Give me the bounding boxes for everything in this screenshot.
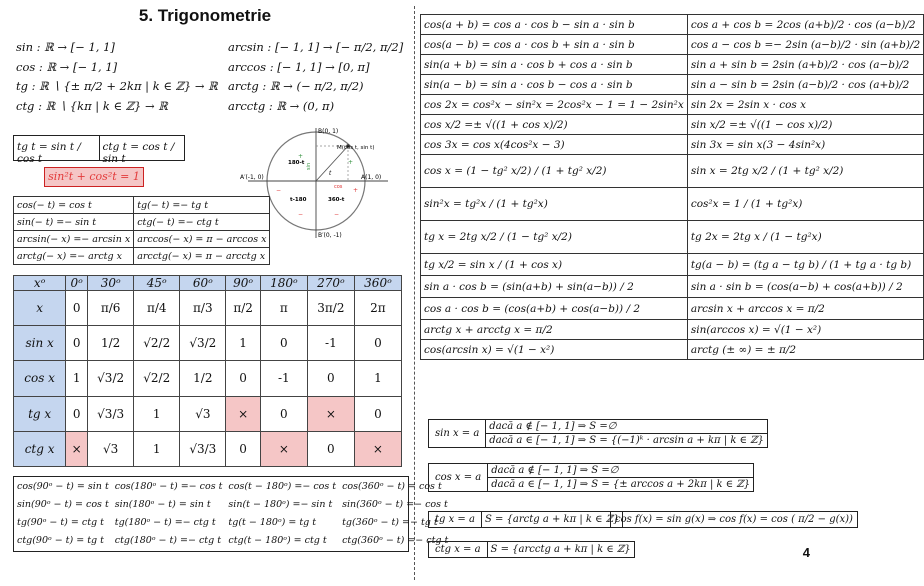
ctg-definition: ctg t = cos t / sin t [102,141,175,165]
parity-identity: sin(− t) =− sin t [14,214,134,231]
reduction-row [14,477,451,495]
parity-identity: cos(− t) = cos t [14,197,134,214]
identity-formula: sin(arccos x) = √(1 − x²) [687,320,923,340]
values-cell: π/2 [226,291,260,326]
values-row-label: tg x [14,396,66,431]
label-180-t: 180-t [288,160,305,166]
values-cell: × [66,431,88,466]
values-cell: -1 [260,361,307,396]
identity-row [421,55,924,75]
values-cell: 1 [134,431,180,466]
arcctg-domain: arcctg : ℝ → (0, π) [228,98,335,113]
cos-eq-case1: dacă a ∉ [− 1, 1] ⇒ S =∅ [488,464,754,478]
sign-plus-cos: + [353,187,359,194]
values-cell: 0 [354,396,401,431]
tg-ctg-definition-box [13,135,185,165]
values-cell: π/4 [134,291,180,326]
identity-formula: tg x = 2tg x/2 / (1 − tg² x/2) [421,221,688,254]
values-header-corner: xᵒ [14,276,66,291]
label-b: B(0, 1) [318,128,339,135]
reduction-formula: tg(t − 180ᵒ) = tg t [228,516,317,528]
sin-eq-case1: dacă a ∉ [− 1, 1] ⇒ S =∅ [486,420,768,434]
reduction-formulas-box [13,476,449,552]
sin-domain: sin : ℝ → [− 1, 1] [16,40,115,54]
cos-sin-rule: cos f(x) = sin g(x) ⇒ cos f(x) = cos ( π/2 − g(x)) [611,512,858,528]
tg-eq-sol: S = {arctg a + kπ | k ∈ ℤ} [481,512,622,528]
tg-definition: tg t = sin t / cos t [14,136,100,160]
identity-formula: sin a · sin b = (cos(a−b) + cos(a+b)) / 2 [687,276,923,298]
values-cell: π/6 [88,291,134,326]
cos-eq-label: cos x = a [429,464,488,492]
values-cell: 1 [226,326,260,361]
values-row [14,291,402,326]
reduction-formula: sin(180ᵒ − t) = sin t [114,498,211,510]
pythagorean-identity: sin²t + cos²t = 1 [44,167,144,187]
identity-formula: arctg x + arcctg x = π/2 [421,320,688,340]
identity-formula: cos x/2 =± √((1 + cos x)/2) [421,115,688,135]
identity-formula: cos a + cos b = 2cos (a+b)/2 · cos (a−b)/2 [687,15,923,35]
parity-identity: arctg(− x) =− arctg x [14,248,134,265]
identity-formula: sin 3x = sin x(3 − 4sin²x) [687,135,923,155]
identity-row [421,155,924,188]
sign-minus-q4: − [334,211,340,218]
reduction-formula: cos(180ᵒ − t) =− cos t [114,480,223,492]
label-sin-axis: sin [306,162,312,170]
reduction-formula: tg(180ᵒ − t) =− ctg t [114,516,216,528]
values-cell: × [226,396,260,431]
values-header-angle: 45ᵒ [134,276,180,291]
identity-formula: sin a · cos b = (sin(a+b) + sin(a−b)) / 2 [421,276,688,298]
values-cell: 1/2 [88,326,134,361]
identity-formula: tg(a − b) = (tg a − tg b) / (1 + tg a · tg b) [687,254,923,276]
sin-eq-label: sin x = a [429,420,486,448]
reduction-formula: ctg(180ᵒ − t) =− ctg t [114,534,222,546]
reduction-formula: sin(t − 180ᵒ) =− sin t [228,498,333,510]
label-m: M(cos t, sin t) [337,145,375,151]
values-cell: 0 [307,361,354,396]
identity-row [421,35,924,55]
label-a-prime: A′(-1, 0) [240,174,264,181]
identity-formula: cos(a + b) = cos a · cos b − sin a · sin b [421,15,688,35]
values-cell: 0 [226,431,260,466]
values-cell: √3 [180,396,226,431]
identity-formula: cos(arcsin x) = √(1 − x²) [421,340,688,360]
values-row [14,396,402,431]
identity-formula: sin 2x = 2sin x · cos x [687,95,923,115]
identity-row [421,15,924,35]
values-cell: 0 [226,361,260,396]
reduction-formula: ctg(360ᵒ − t) =− ctg t [342,534,449,546]
reduction-row [14,531,451,549]
values-row-label: ctg x [14,431,66,466]
trig-values-table [13,275,402,467]
identity-formula: sin a + sin b = 2sin (a+b)/2 · cos (a−b)/2 [687,55,923,75]
parity-row [14,248,270,265]
reduction-formula: cos(90ᵒ − t) = sin t [17,480,109,492]
cos-eq-case2: dacă a ∈ [− 1, 1] ⇒ S = {± arccos a + 2kπ | k ∈ ℤ} [488,478,754,492]
identity-formula: sin(a − b) = sin a · cos b − cos a · sin b [421,75,688,95]
ctg-equation-box [428,541,635,558]
identity-row [421,320,924,340]
identity-formula: cos(a − b) = cos a · cos b + sin a · sin b [421,35,688,55]
values-cell: √3/3 [180,431,226,466]
label-t: t [329,170,332,177]
cos-sin-rule-box [610,511,858,528]
values-cell: × [307,396,354,431]
domain-defs-right [228,38,403,116]
arcsin-domain: arcsin : [− 1, 1] → [− π/2, π/2] [228,40,404,54]
parity-identity: arcsin(− x) =− arcsin x [14,231,134,248]
cos-domain: cos : ℝ → [− 1, 1] [16,59,118,74]
parity-identity: tg(− t) =− tg t [134,197,270,214]
values-header-angle: 30ᵒ [88,276,134,291]
parity-identity: arccos(− x) = π − arccos x [134,231,270,248]
values-row-label: sin x [14,326,66,361]
identity-formula: sin(a + b) = sin a · cos b + cos a · sin b [421,55,688,75]
values-cell: √3/2 [180,326,226,361]
identity-row [421,188,924,221]
values-cell: √3/2 [88,361,134,396]
values-cell: 0 [307,431,354,466]
values-cell: 3π/2 [307,291,354,326]
reduction-row [14,513,451,531]
ctg-eq-sol: S = {arcctg a + kπ | k ∈ ℤ} [487,542,634,558]
values-header-angle: 360ᵒ [354,276,401,291]
identity-formula: sin a − sin b = 2sin (a−b)/2 · cos (a+b)/2 [687,75,923,95]
values-cell: π/3 [180,291,226,326]
identity-row [421,95,924,115]
values-cell: √3/3 [88,396,134,431]
sin-eq-case2: dacă a ∈ [− 1, 1] ⇒ S = {(−1)ᵏ · arcsin a + kπ | k ∈ ℤ} [486,434,768,448]
label-t-180: t-180 [290,197,307,203]
identity-formula: arcsin x + arccos x = π/2 [687,298,923,320]
reduction-formula: cos(360ᵒ − t) = cos t [342,480,442,492]
identity-row [421,221,924,254]
values-cell: × [260,431,307,466]
parity-table [13,196,270,265]
identity-row [421,254,924,276]
values-cell: 1 [354,361,401,396]
arctg-domain: arctg : ℝ → (− π/2, π/2) [228,79,364,93]
identity-formula: tg x/2 = sin x / (1 + cos x) [421,254,688,276]
identity-formula: cos 3x = cos x(4cos²x − 3) [421,135,688,155]
tg-equation-box [428,511,623,528]
sign-minus-cos: − [276,187,282,194]
identity-formula: cos a − cos b =− 2sin (a−b)/2 · sin (a+b)/2 [687,35,923,55]
reduction-formula: cos(t − 180ᵒ) =− cos t [228,480,337,492]
values-cell: 2π [354,291,401,326]
values-row [14,326,402,361]
label-b-prime: B′(0, -1) [318,232,342,239]
values-row-label: x [14,291,66,326]
tg-eq-label: tg x = a [429,512,482,528]
sign-minus-q3: − [298,211,304,218]
ctg-domain: ctg : ℝ ∖ {kπ | k ∈ ℤ} → ℝ [16,98,168,113]
identity-row [421,298,924,320]
label-a: A(1, 0) [361,174,382,181]
values-cell: π [260,291,307,326]
identity-formula: sin x = 2tg x/2 / (1 + tg² x/2) [687,155,923,188]
label-360-t: 360-t [328,197,345,203]
parity-identity: arcctg(− x) = π − arcctg x [134,248,270,265]
parity-row [14,197,270,214]
identity-formula: tg 2x = 2tg x / (1 − tg²x) [687,221,923,254]
identity-formula: cos x = (1 − tg² x/2) / (1 + tg² x/2) [421,155,688,188]
values-header-angle: 180ᵒ [260,276,307,291]
label-cos-axis: cos [334,184,343,190]
values-cell: 0 [66,396,88,431]
values-cell: 1 [134,396,180,431]
sign-plus-q2: + [298,153,304,160]
identities-table [420,14,924,360]
identity-row [421,75,924,95]
sin-equation-box [428,419,768,448]
values-cell: √2/2 [134,361,180,396]
radius-line [316,146,348,181]
cos-equation-box [428,463,754,492]
values-row [14,361,402,396]
identity-formula: sin x/2 =± √((1 − cos x)/2) [687,115,923,135]
identity-formula: arctg (± ∞) = ± π/2 [687,340,923,360]
values-cell: 0 [66,291,88,326]
identity-row [421,276,924,298]
values-header-angle: 0ᵒ [66,276,88,291]
page-number: 4 [802,545,810,560]
reduction-formula: ctg(t − 180ᵒ) = ctg t [228,534,327,546]
reduction-table [14,477,451,549]
values-cell: 0 [354,326,401,361]
reduction-formula: sin(360ᵒ − t) =− cos t [342,498,448,510]
parity-row [14,231,270,248]
reduction-row [14,495,451,513]
values-row [14,431,402,466]
values-cell: 0 [66,326,88,361]
reduction-formula: ctg(90ᵒ − t) = tg t [17,534,104,546]
values-cell: × [354,431,401,466]
values-header-angle: 270ᵒ [307,276,354,291]
domain-defs-left [16,38,218,116]
sign-plus-q1: + [348,159,354,166]
values-cell: 0 [260,396,307,431]
identity-row [421,340,924,360]
reduction-formula: tg(90ᵒ − t) = ctg t [17,516,104,528]
reduction-formula: sin(90ᵒ − t) = cos t [17,498,109,510]
values-header-angle: 60ᵒ [180,276,226,291]
identity-row [421,115,924,135]
identity-row [421,135,924,155]
reduction-formula: tg(360ᵒ − t) =− tg t [342,516,438,528]
arccos-domain: arccos : [− 1, 1] → [0, π] [228,59,370,74]
values-row-label: cos x [14,361,66,396]
page-title: 5. Trigonometrie [138,6,272,25]
values-cell: 1/2 [180,361,226,396]
identity-formula: cos²x = 1 / (1 + tg²x) [687,188,923,221]
values-cell: 1 [66,361,88,396]
ctg-eq-label: ctg x = a [429,542,488,558]
values-header-angle: 90ᵒ [226,276,260,291]
parity-identity: ctg(− t) =− ctg t [134,214,270,231]
values-cell: √3 [88,431,134,466]
tg-domain: tg : ℝ ∖ {± π/2 + 2kπ | k ∈ ℤ} → ℝ [16,79,218,93]
values-cell: √2/2 [134,326,180,361]
identity-formula: cos 2x = cos²x − sin²x = 2cos²x − 1 = 1 − 2sin²x [421,95,688,115]
values-cell: -1 [307,326,354,361]
identity-formula: cos a · cos b = (cos(a+b) + cos(a−b)) / 2 [421,298,688,320]
values-cell: 0 [260,326,307,361]
parity-row [14,214,270,231]
identity-formula: sin²x = tg²x / (1 + tg²x) [421,188,688,221]
